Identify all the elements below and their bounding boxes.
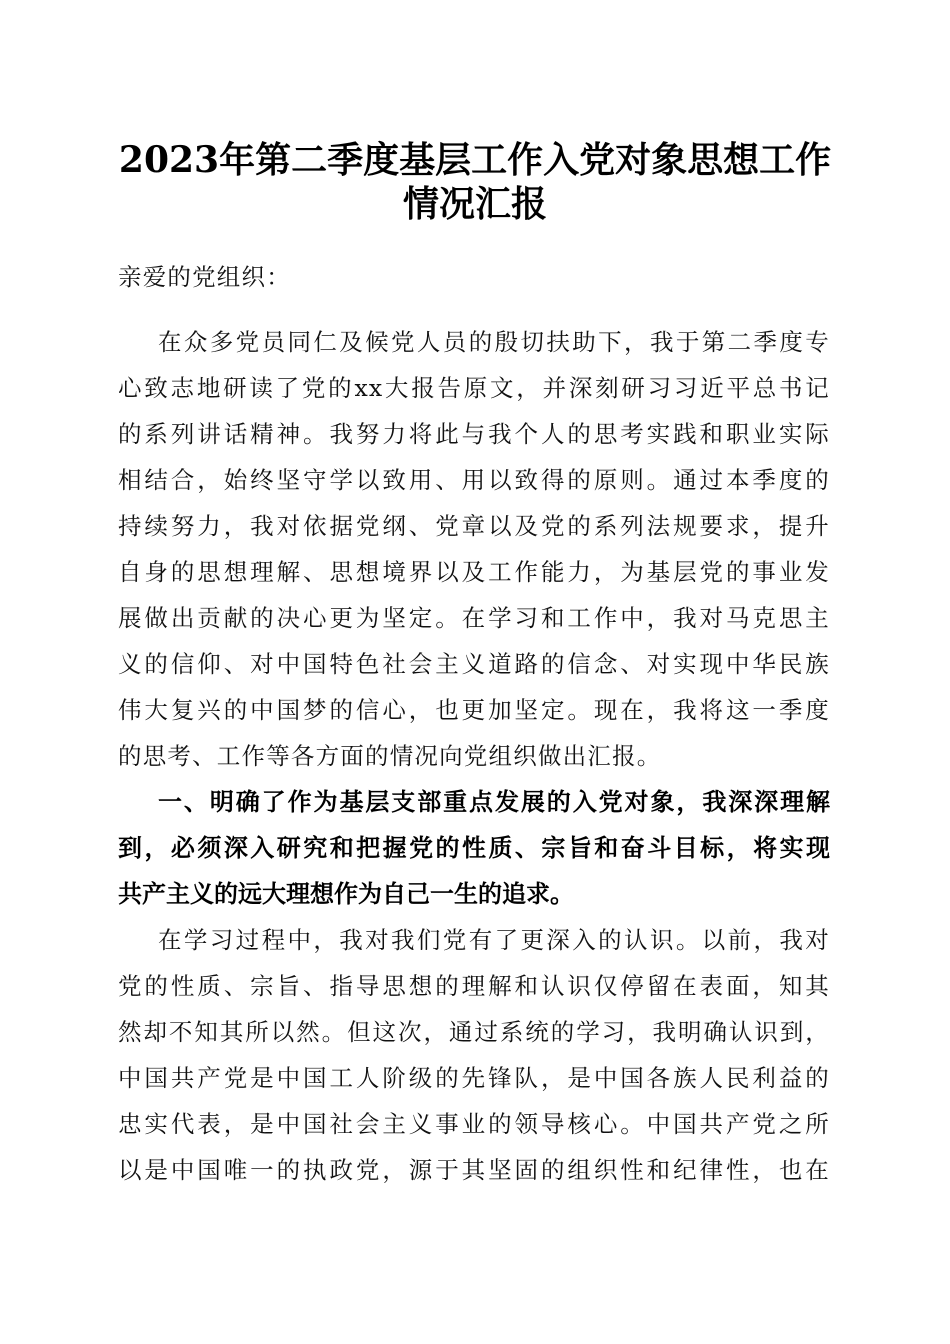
paragraph-2-line: 忠实代表，是中国社会主义事业的领导核心。中国共产党之所 <box>118 1110 830 1138</box>
paragraph-1-line: 义的信仰、对中国特色社会主义道路的信念、对实现中华民族 <box>118 650 830 678</box>
paragraph-1-line: 持续努力，我对依据党纲、党章以及党的系列法规要求，提升 <box>118 512 830 540</box>
paragraph-1-line: 相结合，始终坚守学以致用、用以致得的原则。通过本季度的 <box>118 466 830 494</box>
paragraph-1-line: 在众多党员同仁及候党人员的殷切扶助下，我于第二季度专 <box>158 328 830 356</box>
paragraph-2-line: 中国共产党是中国工人阶级的先锋队，是中国各族人民利益的 <box>118 1064 830 1092</box>
paragraph-2-line: 党的性质、宗旨、指导思想的理解和认识仅停留在表面，知其 <box>118 972 830 1000</box>
document-title-line-2: 情况汇报 <box>402 183 547 225</box>
paragraph-1-line: 的思考、工作等各方面的情况向党组织做出汇报。 <box>118 742 662 770</box>
paragraph-1-line: 伟大复兴的中国梦的信心，也更加坚定。现在，我将这一季度 <box>118 696 830 724</box>
salutation: 亲爱的党组织： <box>118 263 291 291</box>
section-heading-1-line: 一、明确了作为基层支部重点发展的入党对象，我深深理解 <box>158 788 830 816</box>
paragraph-2-line: 然却不知其所以然。但这次，通过系统的学习，我明确认识到， <box>118 1018 830 1046</box>
paragraph-1-line: 自身的思想理解、思想境界以及工作能力，为基层党的事业发 <box>118 558 830 586</box>
paragraph-2-line: 以是中国唯一的执政党，源于其坚固的组织性和纪律性，也在 <box>118 1156 830 1184</box>
paragraph-1-line: 心致志地研读了党的xx大报告原文，并深刻研习习近平总书记 <box>118 374 830 402</box>
paragraph-1-line: 展做出贡献的决心更为坚定。在学习和工作中，我对马克思主 <box>118 604 830 632</box>
section-heading-1-line: 到，必须深入研究和把握党的性质、宗旨和奋斗目标，将实现 <box>118 834 830 862</box>
paragraph-1-line: 的系列讲话精神。我努力将此与我个人的思考实践和职业实际 <box>118 420 830 448</box>
paragraph-2-line: 在学习过程中，我对我们党有了更深入的认识。以前，我对 <box>158 926 830 954</box>
section-heading-1-line: 共产主义的远大理想作为自己一生的追求。 <box>118 880 574 908</box>
document-title-line-1: 2023年第二季度基层工作入党对象思想工作 <box>118 139 832 181</box>
